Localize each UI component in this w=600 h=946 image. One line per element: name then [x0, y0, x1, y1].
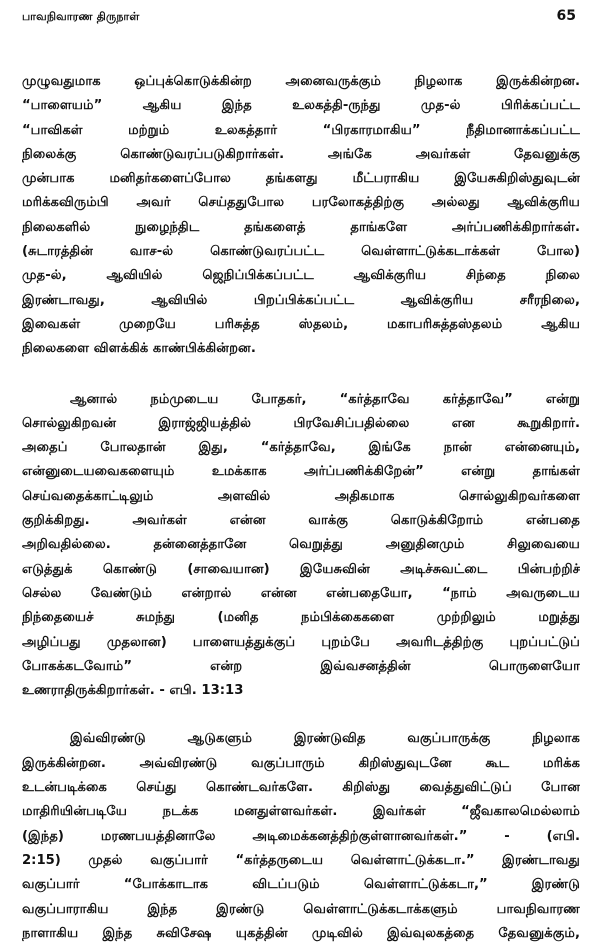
text-line: உடன்படிக்கை செய்து கொண்டவர்களே. கிறிஸ்து வைத்துவிட்டுப் போன — [22, 780, 580, 796]
text-line: இவைகள் முறையே பரிசுத்த ஸ்தலம், மகாபரிசுத்தஸ்தலம் ஆகிய — [22, 316, 580, 332]
page-number: 65 — [556, 8, 576, 24]
text-line: அழிப்பது முதலான) பாளையத்துக்குப் புறம்பே அவரிடத்திற்கு புறப்பட்டுப் — [22, 634, 580, 650]
text-line: நிலைக்கு கொண்டுவரப்படுகிறார்கள். அங்கே அவர்கள் தேவனுக்கு — [22, 146, 580, 162]
text-line: மாதிரியின்படியே நடக்க மனதுள்ளவர்கள். இவர்கள் “ஜீவகாலமெல்லாம் — [22, 804, 580, 820]
text-line: அறிவதில்லை. தன்னைத்தானே வெறுத்து அனுதினமும் சிலுவையை — [22, 537, 580, 553]
text-line: முத-ல், ஆவியில் ஜெநிப்பிக்கப்பட்ட ஆவிக்குரிய சிந்தை நிலை — [22, 268, 580, 284]
text-line: நாளாகிய இந்த சுவிசேஷ யுகத்தின் முடிவில் இவ்வுலகத்தை தேவனுக்கும், — [22, 925, 580, 941]
text-line: நிலைகளை விளக்கிக் காண்பிக்கின்றன. — [22, 341, 256, 357]
text-line: (சுடாரத்தின் வாச-ல் கொண்டுவரப்பட்ட வெள்ளாட்டுக்கடாக்கள் போல) — [22, 244, 580, 260]
text-line: (இந்த) மரணபயத்தினாலே அடிமைக்கனத்திற்குள்ளானவர்கள்.” - (எபி. — [22, 828, 580, 844]
text-line: நிந்தையைச் சுமந்து (மனித நம்பிக்கைகளை முற்றிலும் மறுத்து — [22, 610, 580, 626]
text-line: 2:15) முதல் வகுப்பார் “கர்த்தருடைய வெள்ளாட்டுக்கடா.” இரண்டாவது — [22, 852, 580, 868]
text-line: செல்ல வேண்டும் என்றால் என்ன என்பதையோ, “நாம் அவருடைய — [22, 585, 580, 601]
text-line: இவ்விரண்டு ஆடுகளும் இரண்டுவித வகுப்பாருக்கு நிழலாக — [70, 731, 580, 747]
text-line: “பாளையம்” ஆகிய இந்த உலகத்தி-ருந்து முத-ல் பிரிக்கப்பட்ட — [22, 98, 580, 114]
header-title: பாவநிவாரண திருநாள் — [22, 10, 140, 23]
text-line: இருக்கின்றன. அவ்விரண்டு வகுப்பாரும் கிறிஸ்துவுடனே கூட மரிக்க — [22, 755, 580, 771]
running-header — [22, 8, 580, 30]
text-line: சொல்லுகிறவன் இராஜ்ஜியத்தில் பிரவேசிப்பதில்லை என கூறுகிறார். — [22, 415, 580, 431]
text-line: மரிக்கவிரும்பி அவர் செய்ததுபோல பரலோகத்திற்கு அல்லது ஆவிக்குரிய — [22, 195, 580, 211]
paragraph-spacer — [22, 362, 580, 388]
text-line: அதைப் போலதான் இது, “கர்த்தாவே, இங்கே நான் என்னையும், — [22, 440, 580, 456]
paragraph-2 — [22, 388, 580, 704]
text-line: முழுவதுமாக ஒப்புக்கொடுக்கின்ற அனைவருக்கும் நிழலாக இருக்கின்றன. — [22, 74, 580, 89]
text-line: உணராதிருக்கிறார்கள். - எபி. 13:13 — [22, 683, 244, 699]
text-line: ஆனால் நம்முடைய போதகர், “கர்த்தாவே கர்த்தாவே” என்று — [70, 391, 580, 407]
text-line: எடுத்துக் கொண்டு (சாவையான) இயேசுவின் அடிச்சுவட்டை பின்பற்றிச் — [22, 561, 580, 577]
text-line: முன்பாக மனிதர்களைப்போல தங்களது மீட்பராகிய இயேசுகிறிஸ்துவுடன் — [22, 171, 580, 187]
paragraph-spacer — [22, 703, 580, 727]
text-line: குறிக்கிறது. அவர்கள் என்ன வாக்கு கொடுக்கிறோம் என்பதை — [22, 513, 580, 529]
text-line: வகுப்பார் “போக்காடாக விடப்படும் வெள்ளாட்டுக்கடா,” இரண்டு — [22, 877, 580, 893]
text-line: என்னுடையவைகளையும் உமக்காக அர்ப்பணிக்கிறேன்” என்று தாங்கள் — [22, 464, 580, 480]
text-line: இரண்டாவது, ஆவியில் பிறப்பிக்கப்பட்ட ஆவிக்குரிய சரீரநிலை, — [22, 292, 580, 308]
text-line: நிலைகளில் நுழைந்திட தங்களைத் தாங்களே அர்ப்பணிக்கிறார்கள். — [22, 219, 580, 235]
text-line: போகக்கடவோம்” என்ற இவ்வசனத்தின் பொருளையோ — [22, 658, 580, 674]
paragraph-1 — [22, 70, 580, 362]
text-line: வகுப்பாராகிய இந்த இரண்டு வெள்ளாட்டுக்கடாக்களும் பாவநிவாரண — [22, 901, 580, 917]
paragraph-3 — [22, 727, 580, 946]
text-line: “பாவிகள் மற்றும் உலகத்தார் “பிரகாரமாகிய” நீதிமானாக்கப்பட்ட — [22, 122, 580, 138]
text-line: செய்வதைக்காட்டிலும் அளவில் அதிகமாக சொல்லுகிறவர்களை — [22, 488, 580, 504]
